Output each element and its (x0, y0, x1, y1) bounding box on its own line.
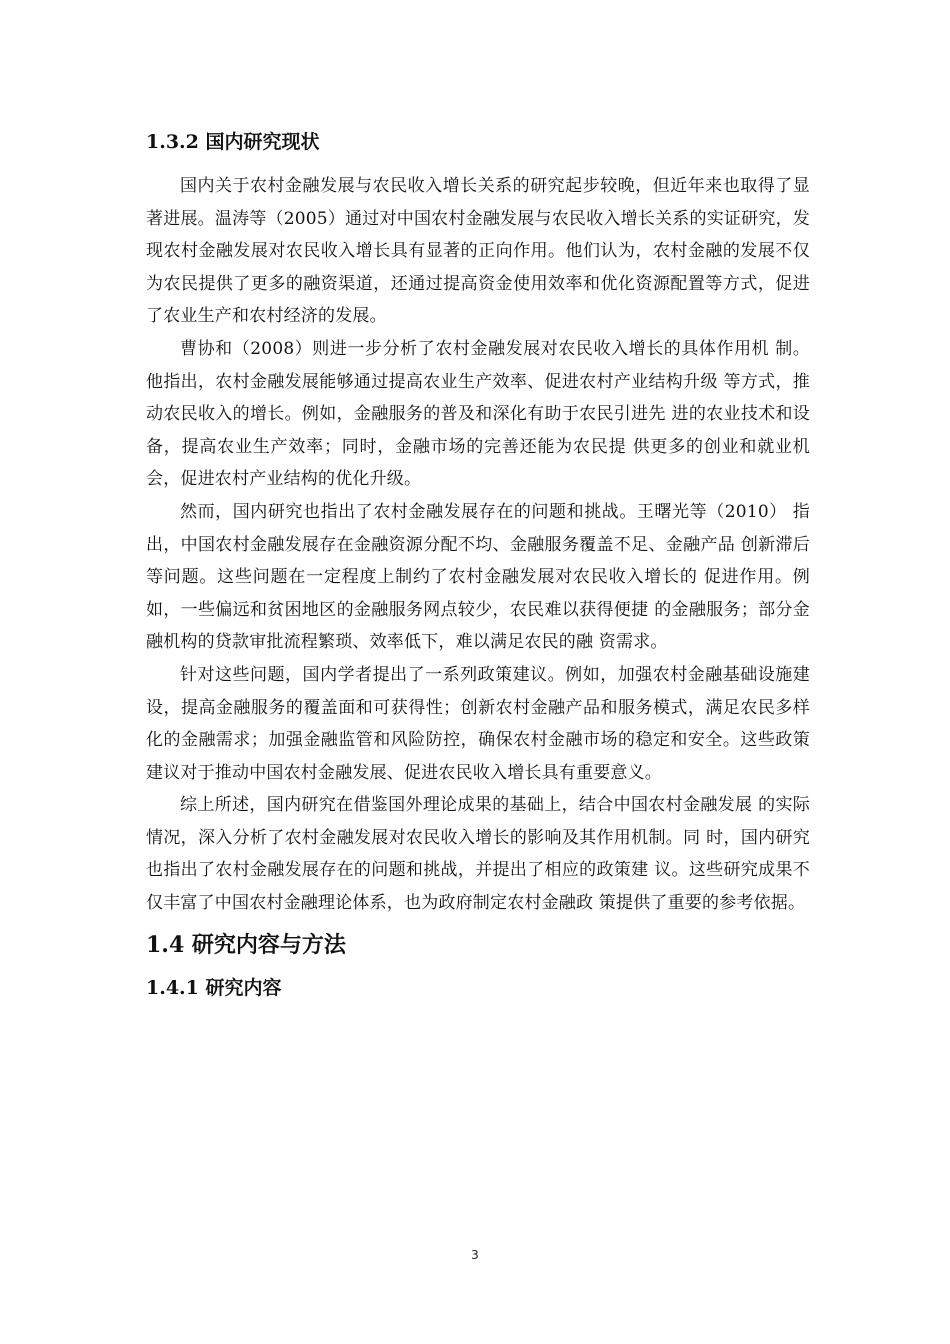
page-number: 3 (471, 1248, 479, 1262)
paragraph-4: 针对这些问题，国内学者提出了一系列政策建议。例如，加强农村金融基础设施建设，提高金融服务的覆盖面和可获得性；创新农村金融产品和服务模式，满足农民多样化的金融需求；加强金融监管和风险防控，确保农村金融市场的稳定和安全。这些政策建议对于推动中国农村金融发展、促进农民收入增长具有重要意义。 (146, 664, 810, 783)
section-heading-1-4-1: 1.4.1 研究内容 (146, 976, 282, 999)
paragraph-3: 然而，国内研究也指出了农村金融发展存在的问题和挑战。王曙光等（2010） 指出，中国农村金融发展存在金融资源分配不均、金融服务覆盖不足、金融产品 创新滞后等问题。这些问题在一定程度上制约了农村金融发展对农民收入增长的 促进作用。例如，一些偏远和贫困地区的金融服务网点较少，农民难以获得便捷 的金融服务；部分金融机构的贷款审批流程繁琐、效率低下，难以满足农民的融 资需求。 (146, 501, 810, 653)
paragraph-1: 国内关于农村金融发展与农民收入增长关系的研究起步较晚，但近年来也取得了显著进展。温涛等（2005）通过对中国农村金融发展与农民收入增长关系的实证研究，发现农村金融发展对农民收入增长具有显著的正向作用。他们认为，农村金融的发展不仅为农民提供了更多的融资渠道，还通过提高资金使用效率和优化资源配置等方式，促进了农业生产和农村经济的发展。 (146, 176, 810, 327)
paragraph-2: 曹协和（2008）则进一步分析了农村金融发展对农民收入增长的具体作用机 制。他指出，农村金融发展能够通过提高农业生产效率、促进农村产业结构升级 等方式，推动农民收入的增长。例如，金融服务的普及和深化有助于农民引进先 进的农业技术和设备，提高农业生产效率；同时，金融市场的完善还能为农民提 供更多的创业和就业机会，促进农村产业结构的优化升级。 (146, 338, 810, 490)
section-heading-1-3-2: 1.3.2 国内研究现状 (146, 131, 320, 153)
page-content (146, 128, 810, 1002)
paragraph-5: 综上所述，国内研究在借鉴国外理论成果的基础上，结合中国农村金融发展 的实际情况，深入分析了农村金融发展对农民收入增长的影响及其作用机制。同 时，国内研究也指出了农村金融发展存在的问题和挑战，并提出了相应的政策建 议。这些研究成果不仅丰富了中国农村金融理论体系，也为政府制定农村金融政 策提供了重要的参考依据。 (146, 795, 810, 914)
section-heading-1-4: 1.4 研究内容与方法 (146, 931, 346, 958)
